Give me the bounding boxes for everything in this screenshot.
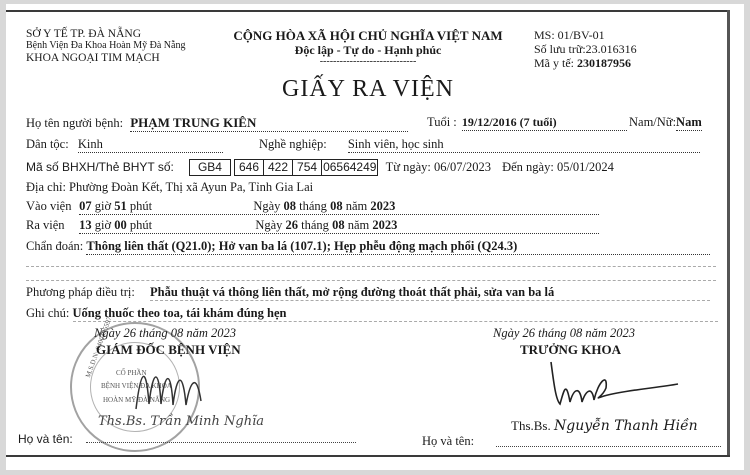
admission-label: Vào viện (26, 199, 72, 213)
insurance-row (26, 159, 614, 176)
insurance-box: 06564249 (323, 160, 377, 174)
discharge-day: 26 (285, 218, 299, 232)
left-name-line (86, 442, 356, 443)
patient-sex-row (629, 115, 702, 131)
occupation-value: Sinh viên, học sinh (347, 137, 444, 151)
valid-from-value: 06/07/2023 (434, 160, 491, 174)
discharge-hour: 13 (79, 218, 92, 232)
discharge-minute: 00 (114, 218, 127, 232)
diagnosis-value: Thông liên thất (Q21.0); Hở van ba lá (107.1); Hẹp phễu động mạch phổi (Q24.3) (86, 239, 710, 255)
right-signer (511, 418, 698, 434)
department-name: KHOA NGOẠI TIM MẠCH (26, 52, 160, 64)
note-row (26, 306, 718, 322)
address-label: Địa chỉ: (26, 180, 66, 194)
frame-border-right (727, 10, 730, 457)
ethnicity-row (26, 137, 223, 153)
admission-month: 08 (330, 199, 343, 213)
insurance-label: Mã số BHXH/Thẻ BHYT số: (26, 160, 174, 174)
sex-value: Nam (676, 115, 702, 129)
note-value: Uống thuốc theo toa, tái khám đúng hẹn (73, 306, 718, 322)
age-value: 19/12/2016 (7 tuổi) (461, 115, 557, 129)
valid-from-label: Từ ngày: (385, 160, 431, 174)
valid-to-label: Đến ngày: (502, 160, 554, 174)
archive-number: Số lưu trữ:23.016316 (534, 42, 637, 56)
header-divider: ----------------------------- (319, 56, 417, 67)
health-department: SỞ Y TẾ TP. ĐÀ NẴNG (26, 28, 142, 40)
treatment-label: Phương pháp điều trị: (26, 285, 135, 299)
left-signer-name: Ths.Bs. Trần Minh Nghĩa (98, 414, 265, 429)
director-signature-icon (131, 359, 221, 419)
left-name-label: Họ và tên: (18, 432, 73, 446)
discharge-year: 2023 (372, 218, 398, 232)
right-signer-prefix: Ths.Bs. (511, 418, 551, 433)
admission-minute: 51 (114, 199, 127, 213)
left-signature-role: GIÁM ĐỐC BỆNH VIỆN (96, 342, 241, 357)
ethnicity-value: Kinh (77, 137, 103, 151)
medical-id: Mã y tế: 230187956 (534, 56, 631, 70)
hospital-header (26, 28, 185, 64)
stamp-text: M.S.D.N: 0400495597 (84, 315, 114, 379)
head-of-dept-signature-icon (546, 360, 686, 415)
diagnosis-label: Chẩn đoán: (26, 239, 84, 253)
treatment-value: Phẫu thuật vá thông liên thất, mở rộng đường thoát thất phải, sửa van ba lá (150, 285, 710, 301)
discharge-row: Ra viện 13 giờ 00 phút Ngày 26 tháng 08 năm 2023 (26, 218, 599, 234)
document-title: GIẤY RA VIỆN (282, 76, 454, 102)
national-slogan: Độc lập - Tự do - Hạnh phúc (294, 43, 442, 57)
left-signature-date: Ngày 26 tháng 08 năm 2023 (94, 326, 237, 340)
patient-age-row (427, 115, 627, 131)
admission-row: Vào viện 07 giờ 51 phút Ngày 08 tháng 08 năm 2023 (26, 199, 599, 215)
patient-name-value: PHẠM TRUNG KIÊN (130, 115, 257, 130)
discharge-label: Ra viện (26, 218, 65, 232)
country-motto: CỘNG HÒA XÃ HỘI CHỦ NGHĨA VIỆT NAM (233, 28, 503, 43)
right-name-label: Họ và tên: (422, 434, 475, 448)
admission-year: 2023 (370, 199, 396, 213)
right-signature-role: TRƯỞNG KHOA (520, 342, 621, 357)
occupation-label: Nghề nghiệp: (259, 137, 327, 151)
patient-name-label: Họ tên người bệnh: (26, 116, 124, 130)
insurance-box: 754 (293, 159, 322, 176)
national-header (218, 28, 518, 66)
insurance-box: 646 (234, 159, 264, 176)
diagnosis-row (26, 239, 710, 255)
stamp-text: BỆNH VIỆN ĐA KHOA (101, 382, 172, 390)
insurance-box: 422 (264, 159, 293, 176)
document-codes (534, 28, 637, 70)
occupation-row (259, 137, 700, 153)
admission-hour: 07 (79, 199, 92, 213)
treatment-row (26, 285, 710, 301)
ethnicity-label: Dân tộc: (26, 137, 69, 151)
patient-name-row (26, 115, 408, 132)
form-code: MS: 01/BV-01 (534, 28, 605, 42)
frame-border-top (6, 10, 728, 12)
valid-to-value: 05/01/2024 (556, 160, 614, 174)
admission-day: 08 (283, 199, 297, 213)
blank-line (26, 266, 716, 267)
stamp-text: HOÀN MỸ ĐÀ NẴNG (103, 396, 171, 404)
note-label: Ghi chú: (26, 306, 70, 320)
stamp-text: CỔ PHẦN (116, 369, 147, 377)
right-signer-name: Nguyễn Thanh Hiền (553, 418, 698, 434)
age-label: Tuổi : (427, 115, 457, 129)
address-row (26, 180, 313, 195)
right-name-line (496, 446, 721, 447)
discharge-paper (6, 4, 744, 470)
hospital-name: Bệnh Viện Đa Khoa Hoàn Mỹ Đà Nẵng (26, 40, 186, 51)
blank-line (26, 280, 716, 281)
address-value: Phường Đoàn Kết, Thị xã Ayun Pa, Tỉnh Gia Lai (69, 180, 314, 194)
sex-label: Nam/Nữ: (629, 115, 677, 129)
insurance-number (189, 159, 379, 176)
insurance-box: GB4 (189, 159, 231, 176)
discharge-month: 08 (332, 218, 345, 232)
frame-border-bottom (6, 455, 730, 457)
right-signature-date: Ngày 26 tháng 08 năm 2023 (493, 326, 636, 340)
